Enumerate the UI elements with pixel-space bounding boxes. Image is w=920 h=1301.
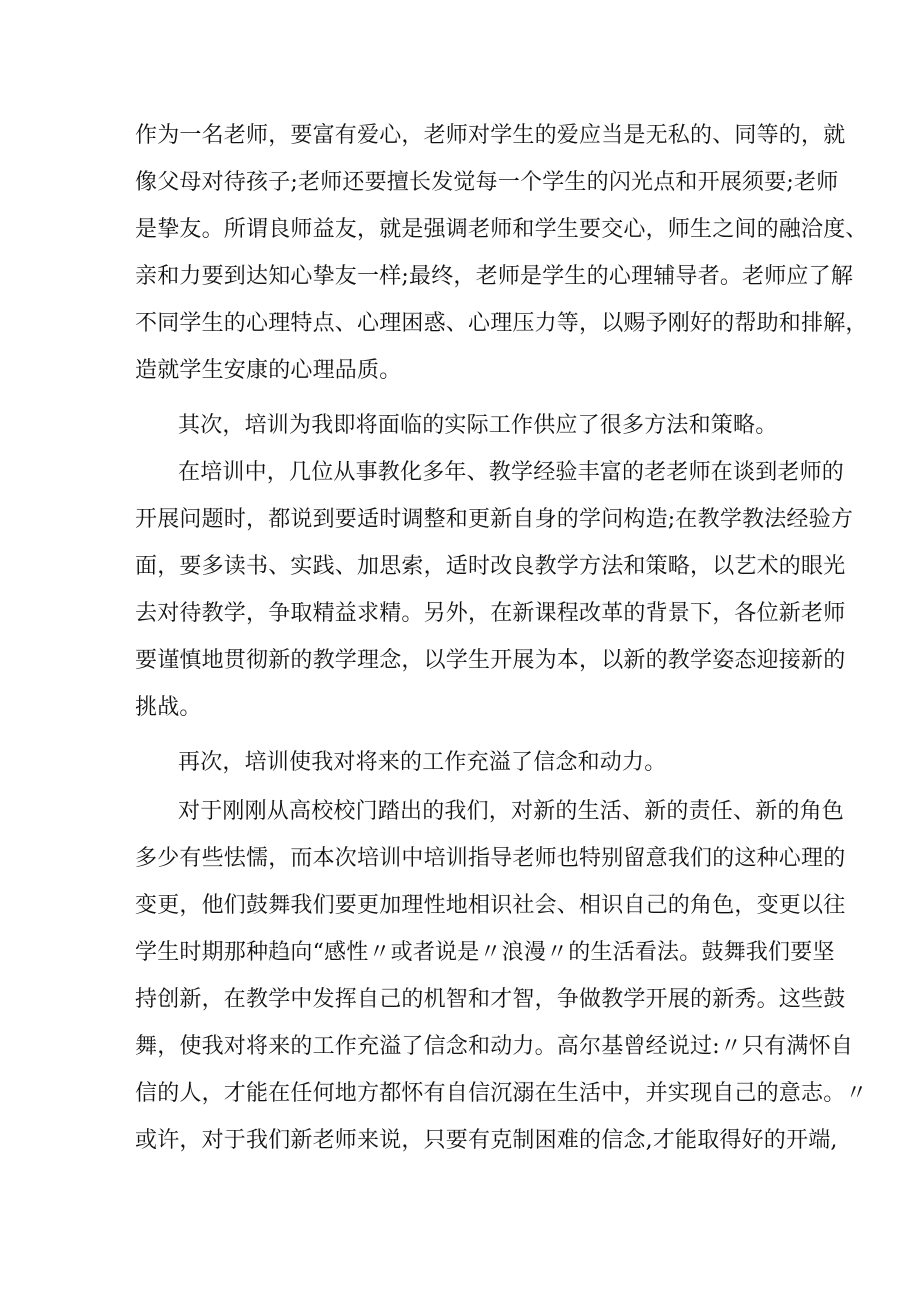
text-line: 其次，培训为我即将面临的实际工作供应了很多方法和策略。 [178, 413, 778, 438]
text-line: 挑战。 [135, 695, 202, 720]
text-line: 再次，培训使我对将来的工作充溢了信念和动力。 [178, 750, 667, 775]
text-line: 不同学生的心理特点、心理困惑、心理压力等，以赐予刚好的帮助和排解， [135, 311, 868, 336]
text-line: 亲和力要到达知心挚友一样;最终，老师是学生的心理辅导者。老师应了解 [135, 264, 854, 289]
text-line: 是挚友。所谓良师益友，就是强调老师和学生要交心，师生之间的融洽度、 [135, 217, 868, 242]
text-line: 学生时期那种趋向“感性〃或者说是〃浪漫〃的生活看法。鼓舞我们要坚 [135, 940, 835, 965]
text-line: 变更，他们鼓舞我们要更加理性地相识社会、相识自己的角色，变更以往 [135, 893, 846, 918]
text-line: 作为一名老师，要富有爱心，老师对学生的爱应当是无私的、同等的，就 [135, 123, 846, 148]
text-line: 造就学生安康的心理品质。 [135, 358, 402, 383]
text-line: 面，要多读书、实践、加思索，适时改良教学方法和策略，以艺术的眼光 [135, 554, 846, 579]
text-line: 去对待教学，争取精益求精。另外，在新课程改革的背景下，各位新老师 [135, 601, 846, 626]
text-line: 多少有些怯懦，而本次培训中培训指导老师也特别留意我们的这种心理的 [135, 846, 846, 871]
text-line: 要谨慎地贯彻新的教学理念，以学生开展为本，以新的教学姿态迎接新的 [135, 648, 846, 673]
text-line: 对于刚刚从高校校门踏出的我们，对新的生活、新的责任、新的角色 [178, 799, 845, 824]
text-line: 或许，对于我们新老师来说，只要有克制困难的信念,才能取得好的开端, [135, 1128, 838, 1153]
text-line: 持创新，在教学中发挥自己的机智和才智，争做教学开展的新秀。这些鼓 [135, 987, 846, 1012]
text-line: 舞，使我对将来的工作充溢了信念和动力。高尔基曾经说过:〃只有满怀自 [135, 1034, 854, 1059]
text-line: 信的人，才能在任何地方都怀有自信沉溺在生活中，并实现自己的意志。〃 [135, 1081, 868, 1106]
text-line: 在培训中，几位从事教化多年、教学经验丰富的老老师在谈到老师的 [178, 460, 845, 485]
text-line: 开展问题时，都说到要适时调整和更新自身的学问构造;在教学教法经验方 [135, 507, 854, 532]
text-line: 像父母对待孩子;老师还要擅长发觉每一个学生的闪光点和开展须要;老师 [135, 170, 839, 195]
